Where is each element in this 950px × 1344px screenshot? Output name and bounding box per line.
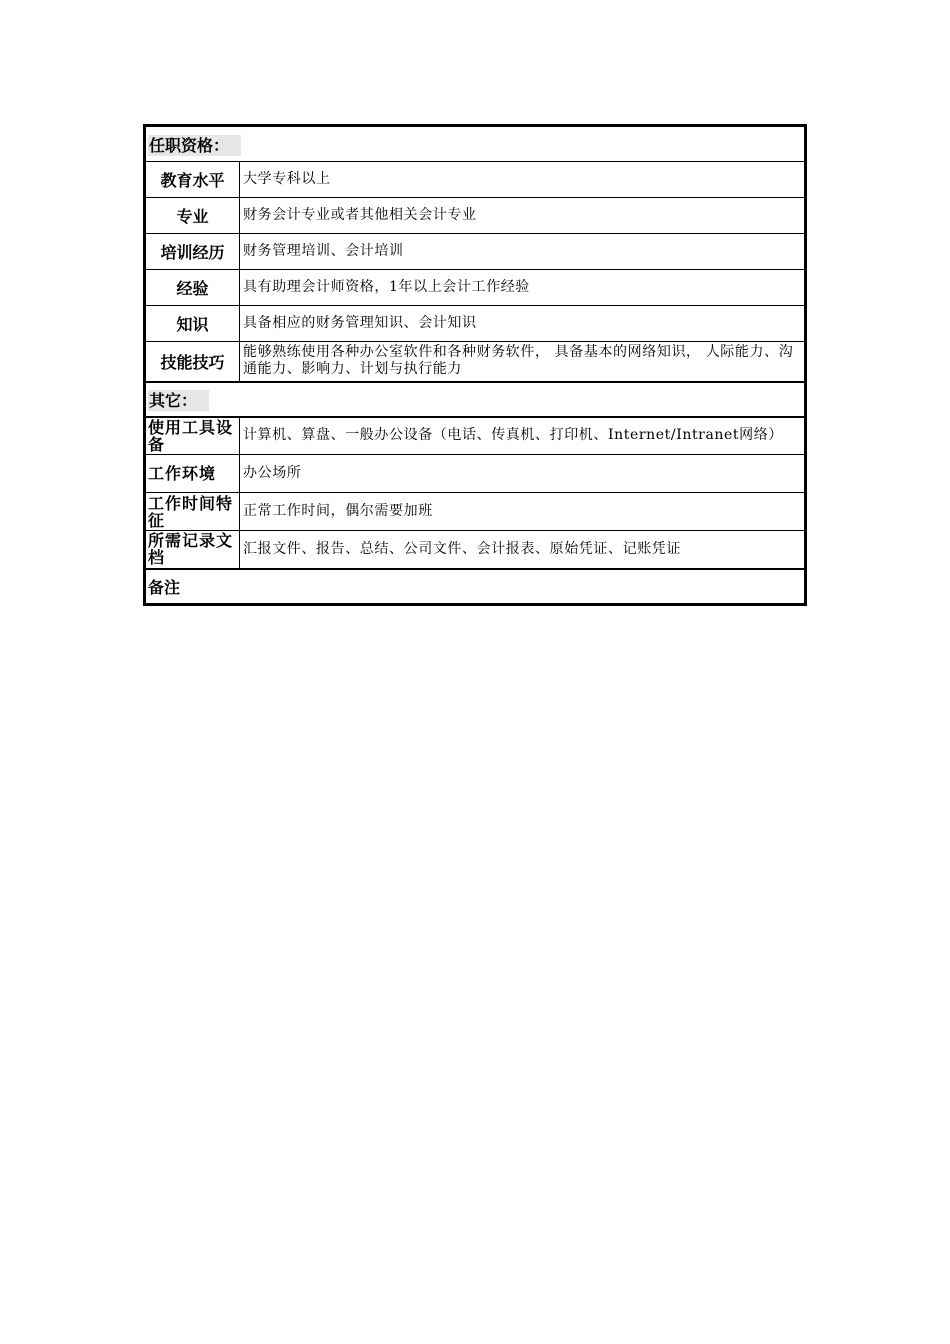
table-row (146, 531, 805, 569)
table-row (146, 493, 805, 531)
row-value-education: 大学专科以上 (240, 162, 805, 198)
row-label-skills: 技能技巧 (146, 342, 240, 382)
row-value-knowledge: 具备相应的财务管理知识、会计知识 (240, 306, 805, 342)
job-description-table (143, 124, 807, 606)
qualifications-heading: 任职资格： (148, 135, 241, 156)
row-label-work-hours: 工作时间特征 (146, 493, 240, 531)
row-value-training: 财务管理培训、会计培训 (240, 234, 805, 270)
table-row (146, 198, 805, 234)
row-value-tools: 计算机、算盘、一般办公设备（电话、传真机、打印机、Internet/Intranet网络） (240, 417, 805, 455)
section-qualifications (146, 127, 805, 162)
row-label-tools: 使用工具设备 (146, 417, 240, 455)
row-value-work-hours: 正常工作时间，偶尔需要加班 (240, 493, 805, 531)
table-row (146, 234, 805, 270)
table-row (146, 306, 805, 342)
notes-heading: 备注 (146, 569, 805, 604)
section-other (146, 382, 805, 417)
row-label-environment: 工作环境 (146, 455, 240, 493)
row-value-major: 财务会计专业或者其他相关会计专业 (240, 198, 805, 234)
row-value-experience: 具有助理会计师资格，1年以上会计工作经验 (240, 270, 805, 306)
table-row (146, 162, 805, 198)
row-label-knowledge: 知识 (146, 306, 240, 342)
table-row (146, 455, 805, 493)
table-row (146, 270, 805, 306)
other-heading: 其它： (148, 390, 209, 411)
section-notes (146, 569, 805, 604)
section-heading (146, 382, 805, 417)
row-value-environment: 办公场所 (240, 455, 805, 493)
section-heading (146, 127, 805, 162)
row-value-documents: 汇报文件、报告、总结、公司文件、会计报表、原始凭证、记账凭证 (240, 531, 805, 569)
row-label-major: 专业 (146, 198, 240, 234)
row-label-education: 教育水平 (146, 162, 240, 198)
row-value-skills: 能够熟练使用各种办公室软件和各种财务软件， 具备基本的网络知识， 人际能力、沟通能力、影响力、计划与执行能力 (240, 342, 805, 382)
row-label-training: 培训经历 (146, 234, 240, 270)
table-row (146, 417, 805, 455)
table-row (146, 342, 805, 382)
row-label-experience: 经验 (146, 270, 240, 306)
row-label-documents: 所需记录文档 (146, 531, 240, 569)
